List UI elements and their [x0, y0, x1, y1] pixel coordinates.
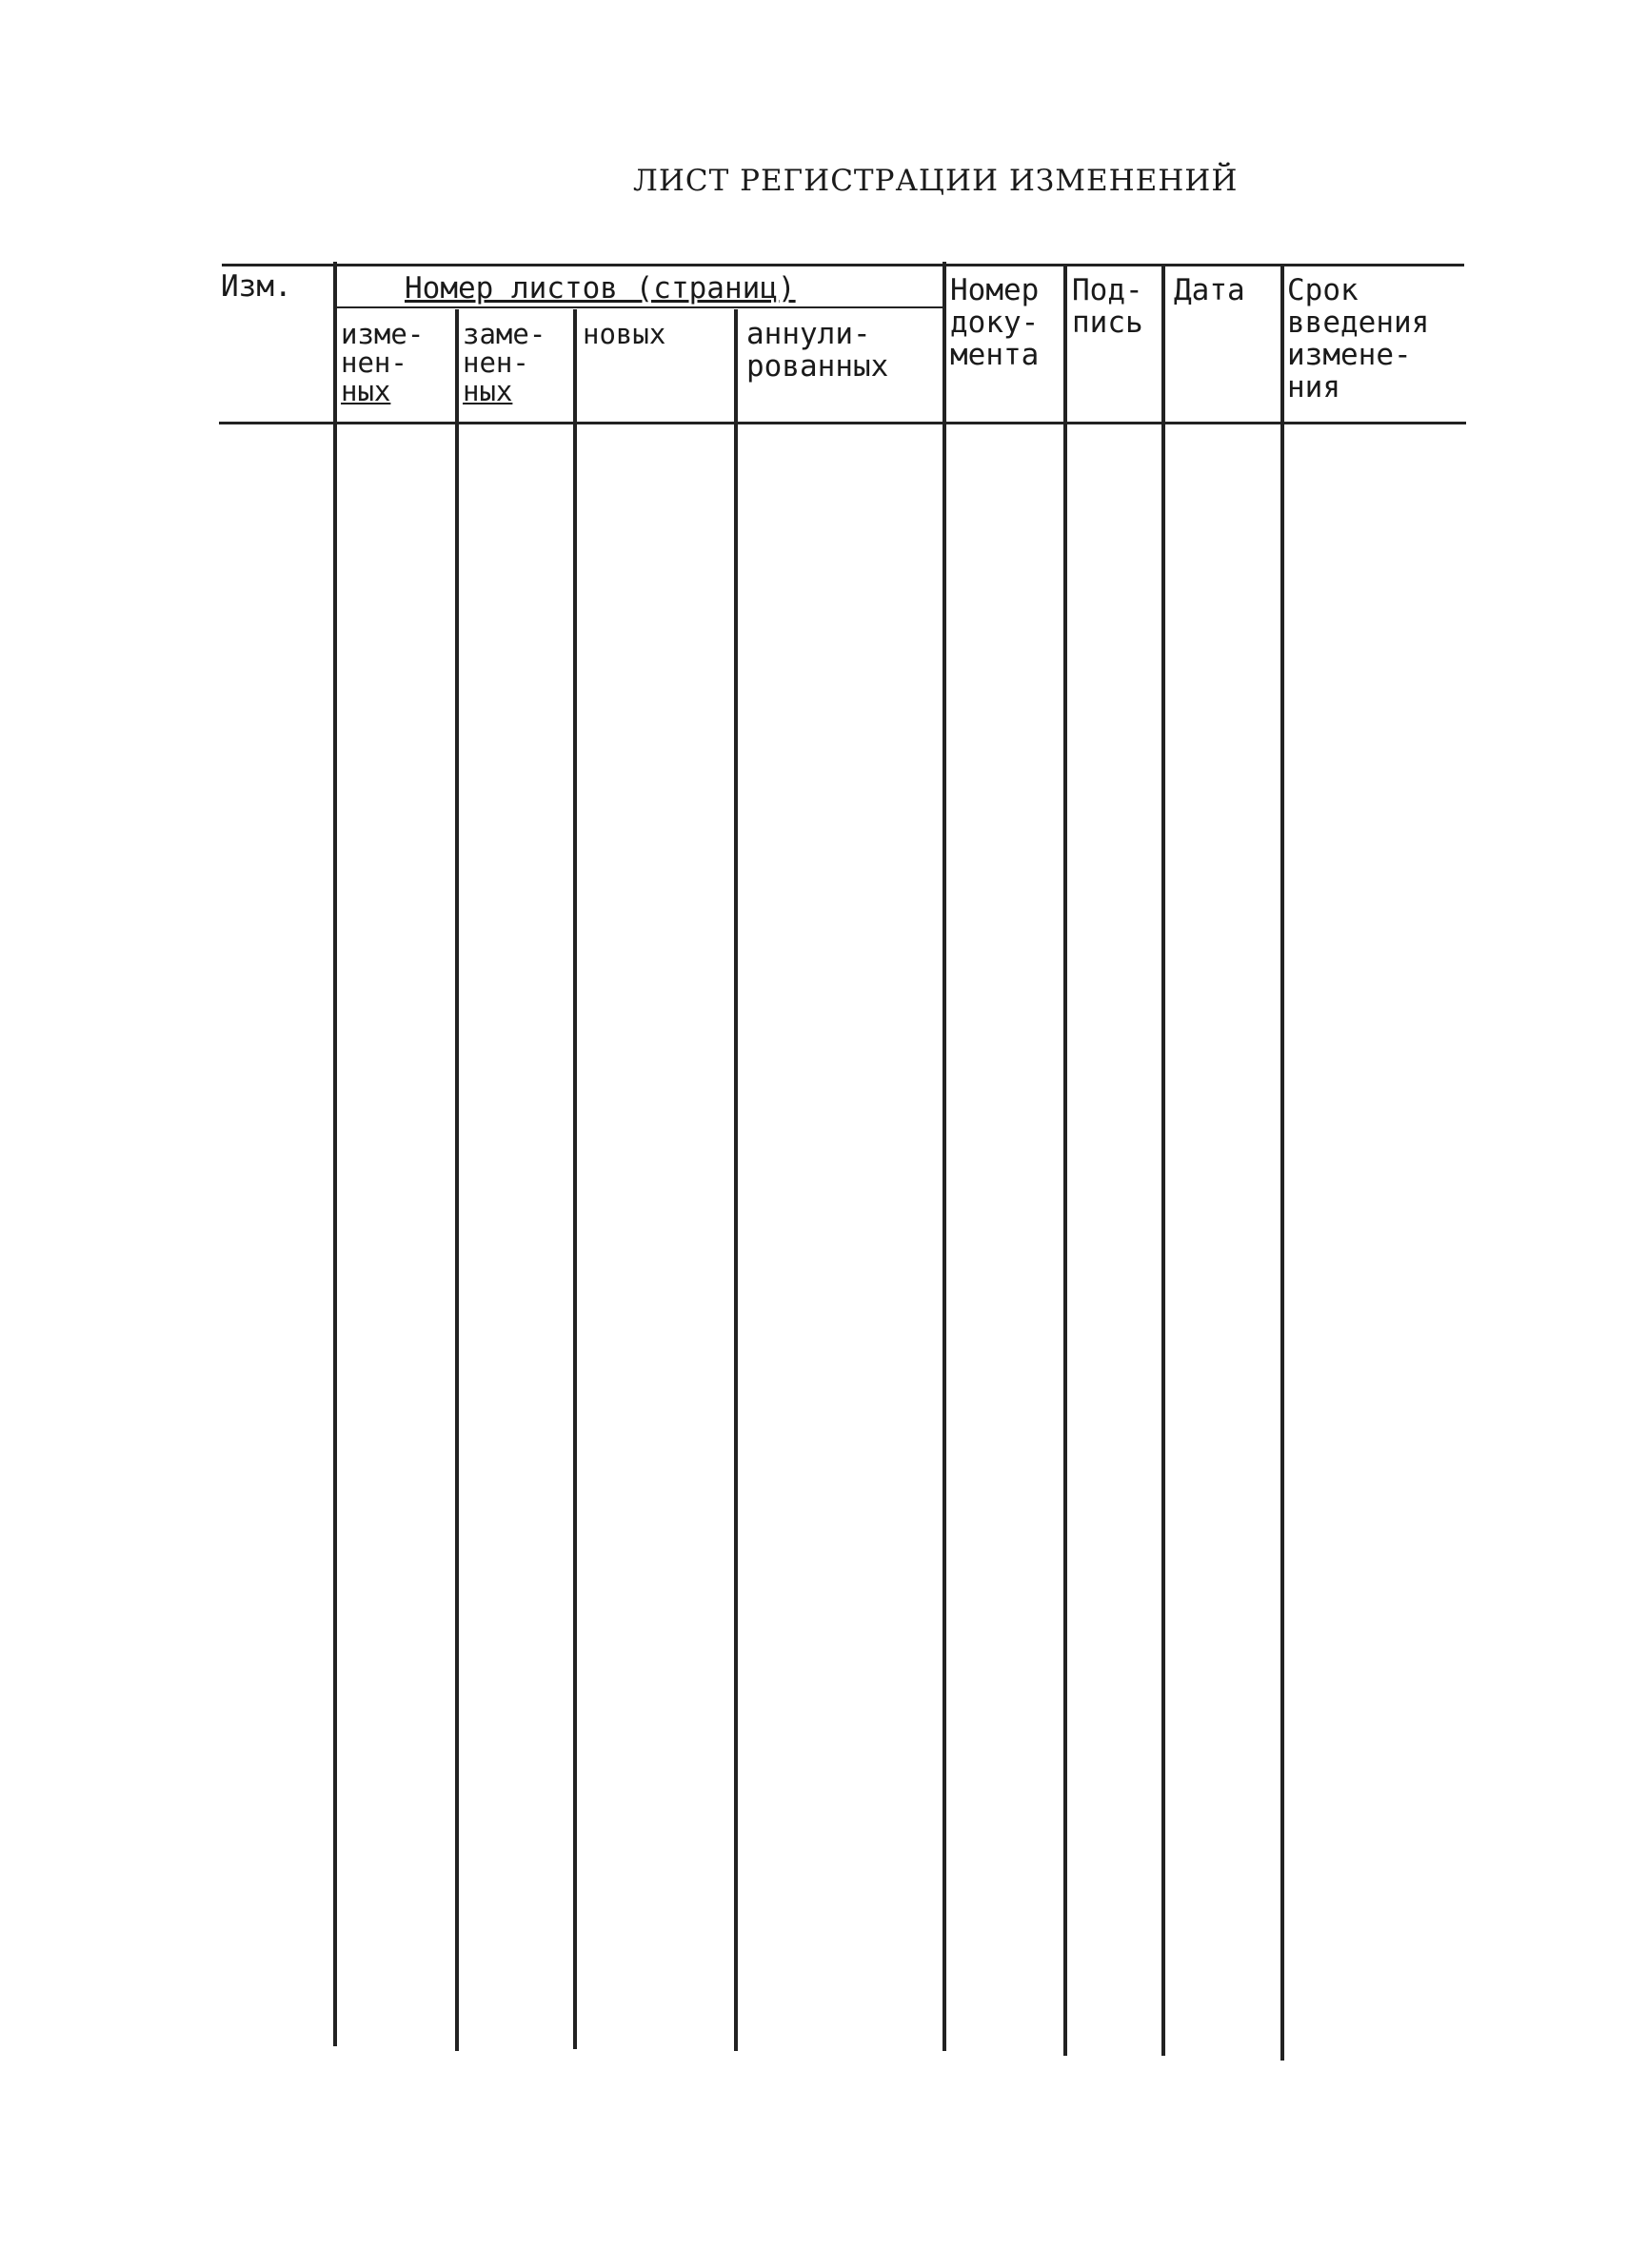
header-annulirovannyh: аннули- рованных: [746, 317, 889, 384]
header-nomer-listov: Номер листов (страниц): [405, 271, 796, 306]
header-izm: Изм.: [221, 269, 292, 304]
col-divider-izm: [333, 262, 337, 2046]
header-zamenennyh: заме- нен- ных: [463, 318, 546, 407]
col-divider-annulirovannyh: [943, 262, 946, 2051]
header-srok-vvedeniya: Срок введения измене- ния: [1287, 273, 1430, 404]
col-divider-nomer-dokumenta: [1063, 266, 1067, 2056]
page-title: ЛИСТ РЕГИСТРАЦИИ ИЗМЕНЕНИЙ: [633, 164, 1239, 198]
header-bottom-border: [219, 422, 1466, 424]
col-divider-novyh: [734, 309, 738, 2051]
table-top-border: [222, 264, 1464, 266]
col-divider-izmenennyh: [455, 309, 459, 2051]
col-divider-zamenennyh: [573, 309, 577, 2049]
header-novyh: новых: [583, 318, 666, 350]
header-podpis: Под- пись: [1072, 273, 1143, 340]
group-header-underline: [333, 306, 943, 308]
header-data: Дата: [1174, 273, 1245, 307]
header-izmenennyh: изме- нен- ных: [341, 318, 425, 407]
col-divider-data: [1280, 266, 1284, 2061]
col-divider-podpis: [1161, 266, 1165, 2056]
header-nomer-dokumenta: Номер доку- мента: [950, 273, 1040, 372]
